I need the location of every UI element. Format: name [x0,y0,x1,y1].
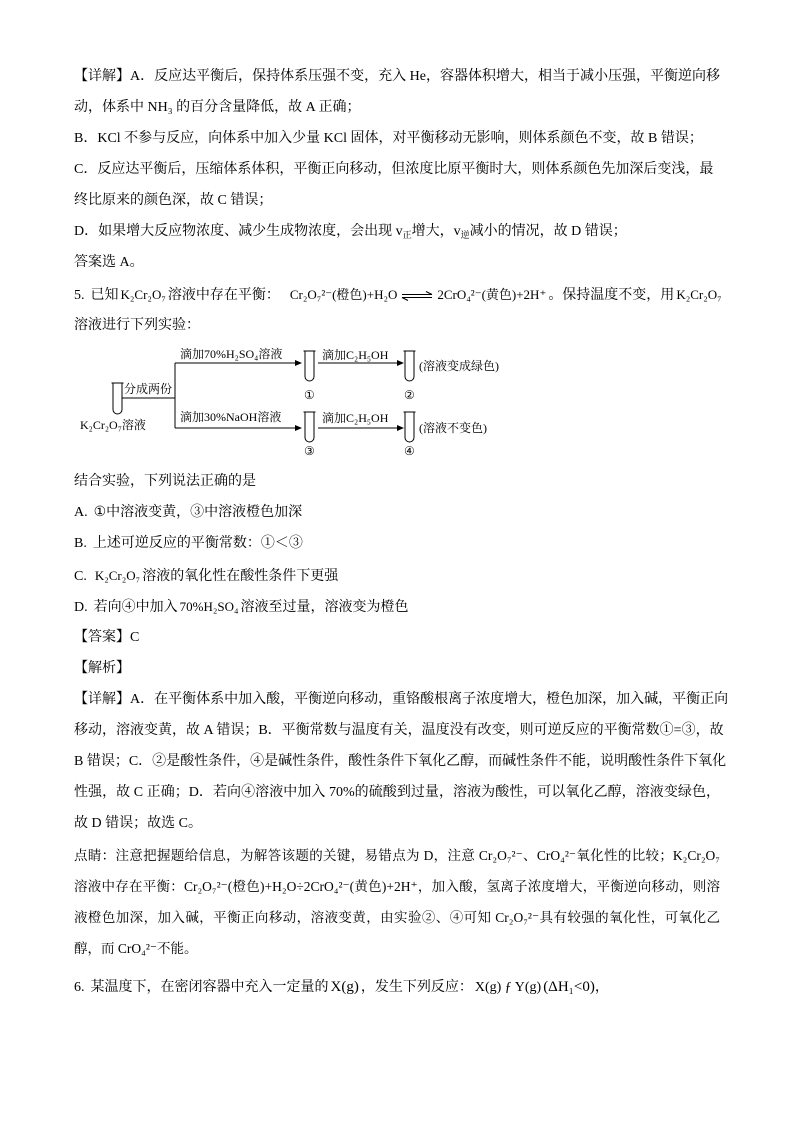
q5-detail-line-3: B 错误；C．②是酸性条件，④是碱性条件，酸性条件下氧化乙醇，而碱性条件不能，说明酸性条件下氧化 [74,754,727,769]
q5-detail-line-1: 【详解】A．在平衡体系中加入酸，平衡逆向移动，重铬酸根离子浓度增大，橙色加深，加入碱，平衡正向 [74,692,729,707]
tip-line-3: 液橙色加深，加入碱，平衡正向移动，溶液变黄，由实验②、④可知 Cr₂O₇²⁻具有较强的氧化性，可氧化乙 [74,910,720,925]
text-run: 溶液中存在平衡： [167,288,280,303]
q4-detail-line-1: 【详解】A．反应达平衡后，保持体系压强不变，充入 He，容器体积增大，相当于减小压强，平衡逆向移 [74,69,720,84]
equation-products: 2CrO₄²⁻(黄色)+2H⁺ [437,287,547,302]
text-run: 已知 [90,288,119,303]
option-text: 上述可逆反应的平衡常数：①＜③ [92,536,303,551]
test-tube-1 [304,351,316,381]
text-run: ，发生下列反应： [360,980,473,995]
question-number: 5. [74,288,85,303]
option-label: D. [74,600,88,615]
base-result-label: (溶液不变色) [419,421,487,435]
enthalpy-condition: (ΔH₁<0) [543,979,595,995]
acid-branch-arrowhead [295,360,302,366]
option-a [74,503,302,523]
tube-3-label: ③ [304,444,315,458]
q5-detail-line-4: 性强，故 C 正确；D．若向④溶液中加入 70%的硫酸到过量，溶液为酸性，可以氧化乙醇，溶液变绿色， [74,785,720,800]
tube-1-label: ① [304,388,315,402]
subscript-forward: 正 [402,230,412,240]
option-label: A. [74,505,88,520]
option-text: 溶液的氧化性在酸性条件下更强 [142,569,339,584]
tip-line-1: 点睛：注意把握题给信息，为解答该题的关键，易错点为 D，注意 Cr₂O₇²⁻、CrO₄²⁻氧化性的比较；K₂Cr₂O₇ [74,848,720,863]
reaction-equation: X(g) ƒ Y(g) [474,980,542,995]
test-tube-4 [404,412,416,442]
q5-question: 结合实验，下列说法正确的是 [74,474,256,489]
analysis-heading: 【解析】 [74,661,130,676]
q4-detail-line-6 [74,222,627,242]
option-label: B. [74,536,87,551]
base-branch-arrowhead [295,425,302,431]
chemical-formula: K₂Cr₂O₇ [120,287,166,302]
base-reagent-label: 滴加30%NaOH溶液 [180,410,282,424]
q4-detail-line-2: 动，体系中 NH₃ 的百分含量降低，故 A 正确； [74,100,361,115]
text-run: 减小的情况，故 D 错误； [469,224,627,239]
chemical-formula: K₂Cr₂O₇ [94,568,141,583]
equation-reactants: Cr₂O₇²⁻(橙色)+H₂O [289,287,398,302]
test-tube-2 [404,351,416,381]
source-test-tube [112,383,124,414]
text-run: D．如果增大反应物浓度、减少生成物浓度，会出现 v [74,224,403,239]
question-number: 6. [74,980,85,995]
test-tube-3 [304,412,316,442]
option-b [74,534,303,554]
q4-detail-line-5: 终比原来的颜色深，故 C 错误； [74,193,273,208]
acid-ethanol-arrowhead [397,360,404,366]
source-solution-label: K₂Cr₂O₇溶液 [80,418,146,432]
q5-stem-line-2: 溶液进行下列实验： [74,318,200,333]
text-run: 某温度下，在密闭容器中充入一定量的 [90,980,329,995]
base-ethanol-arrowhead [397,425,404,431]
tube-2-label: ② [404,388,415,402]
option-d [74,597,409,617]
tube-4-label: ④ [404,444,415,458]
chemical-formula: K₂Cr₂O₇ [676,287,722,302]
text-run: 增大，v [411,224,461,239]
acid-result-label: (溶液变成绿色) [419,359,499,373]
option-c [74,566,338,586]
option-text: 若向④中加入 [93,600,178,615]
equilibrium-arrow-icon [401,291,433,301]
base-ethanol-label: 滴加C₂H₅OH [322,411,389,425]
tip-line-4: 醇，而 CrO₄²⁻不能。 [74,941,198,956]
option-label: C. [74,569,87,584]
q4-answer-summary: 答案选 A。 [74,255,144,270]
q5-stem-line-1 [74,285,722,305]
text-run: 。保持温度不变，用 [548,288,675,303]
q4-detail-line-3: B．KCl 不参与反应，向体系中加入少量 KCl 固体，对平衡移动无影响，则体系颜色不变，故 B 错误； [74,131,703,146]
chemical-species: X(g) [330,979,359,995]
acid-ethanol-label: 滴加C₂H₅OH [322,348,389,362]
q6-stem-line-1 [74,977,609,997]
q4-detail-line-4: C．反应达平衡后，压缩体系体积，平衡正向移动，但浓度比原平衡时大，则体系颜色先加深后变浅，最 [74,162,714,177]
q5-detail-line-5: 故 D 错误；故选 C。 [74,816,202,831]
tip-line-2: 溶液中存在平衡：Cr₂O₇²⁻(橙色)+H₂O÷2CrO₄²⁻(黄色)+2H⁺，加入酸，氢离子浓度增大，平衡逆向移动，则溶 [74,879,720,894]
option-text: ①中溶液变黄，③中溶液橙色加深 [93,505,303,520]
subscript-reverse: 逆 [460,230,470,240]
answer-heading: 【答案】C [74,630,140,645]
text-run: ， [594,980,609,995]
split-label: 分成两份 [124,382,173,396]
q5-detail-line-2: 移动，溶液变黄，故 A 错误；B．平衡常数与温度有关，温度没有改变，则可逆反应的平衡常数①=③，故 [74,723,724,738]
chemical-formula: 70%H₂SO₄ [179,599,239,614]
option-text: 溶液至过量，溶液变为橙色 [240,600,409,615]
acid-reagent-label: 滴加70%H₂SO₄溶液 [180,347,283,361]
